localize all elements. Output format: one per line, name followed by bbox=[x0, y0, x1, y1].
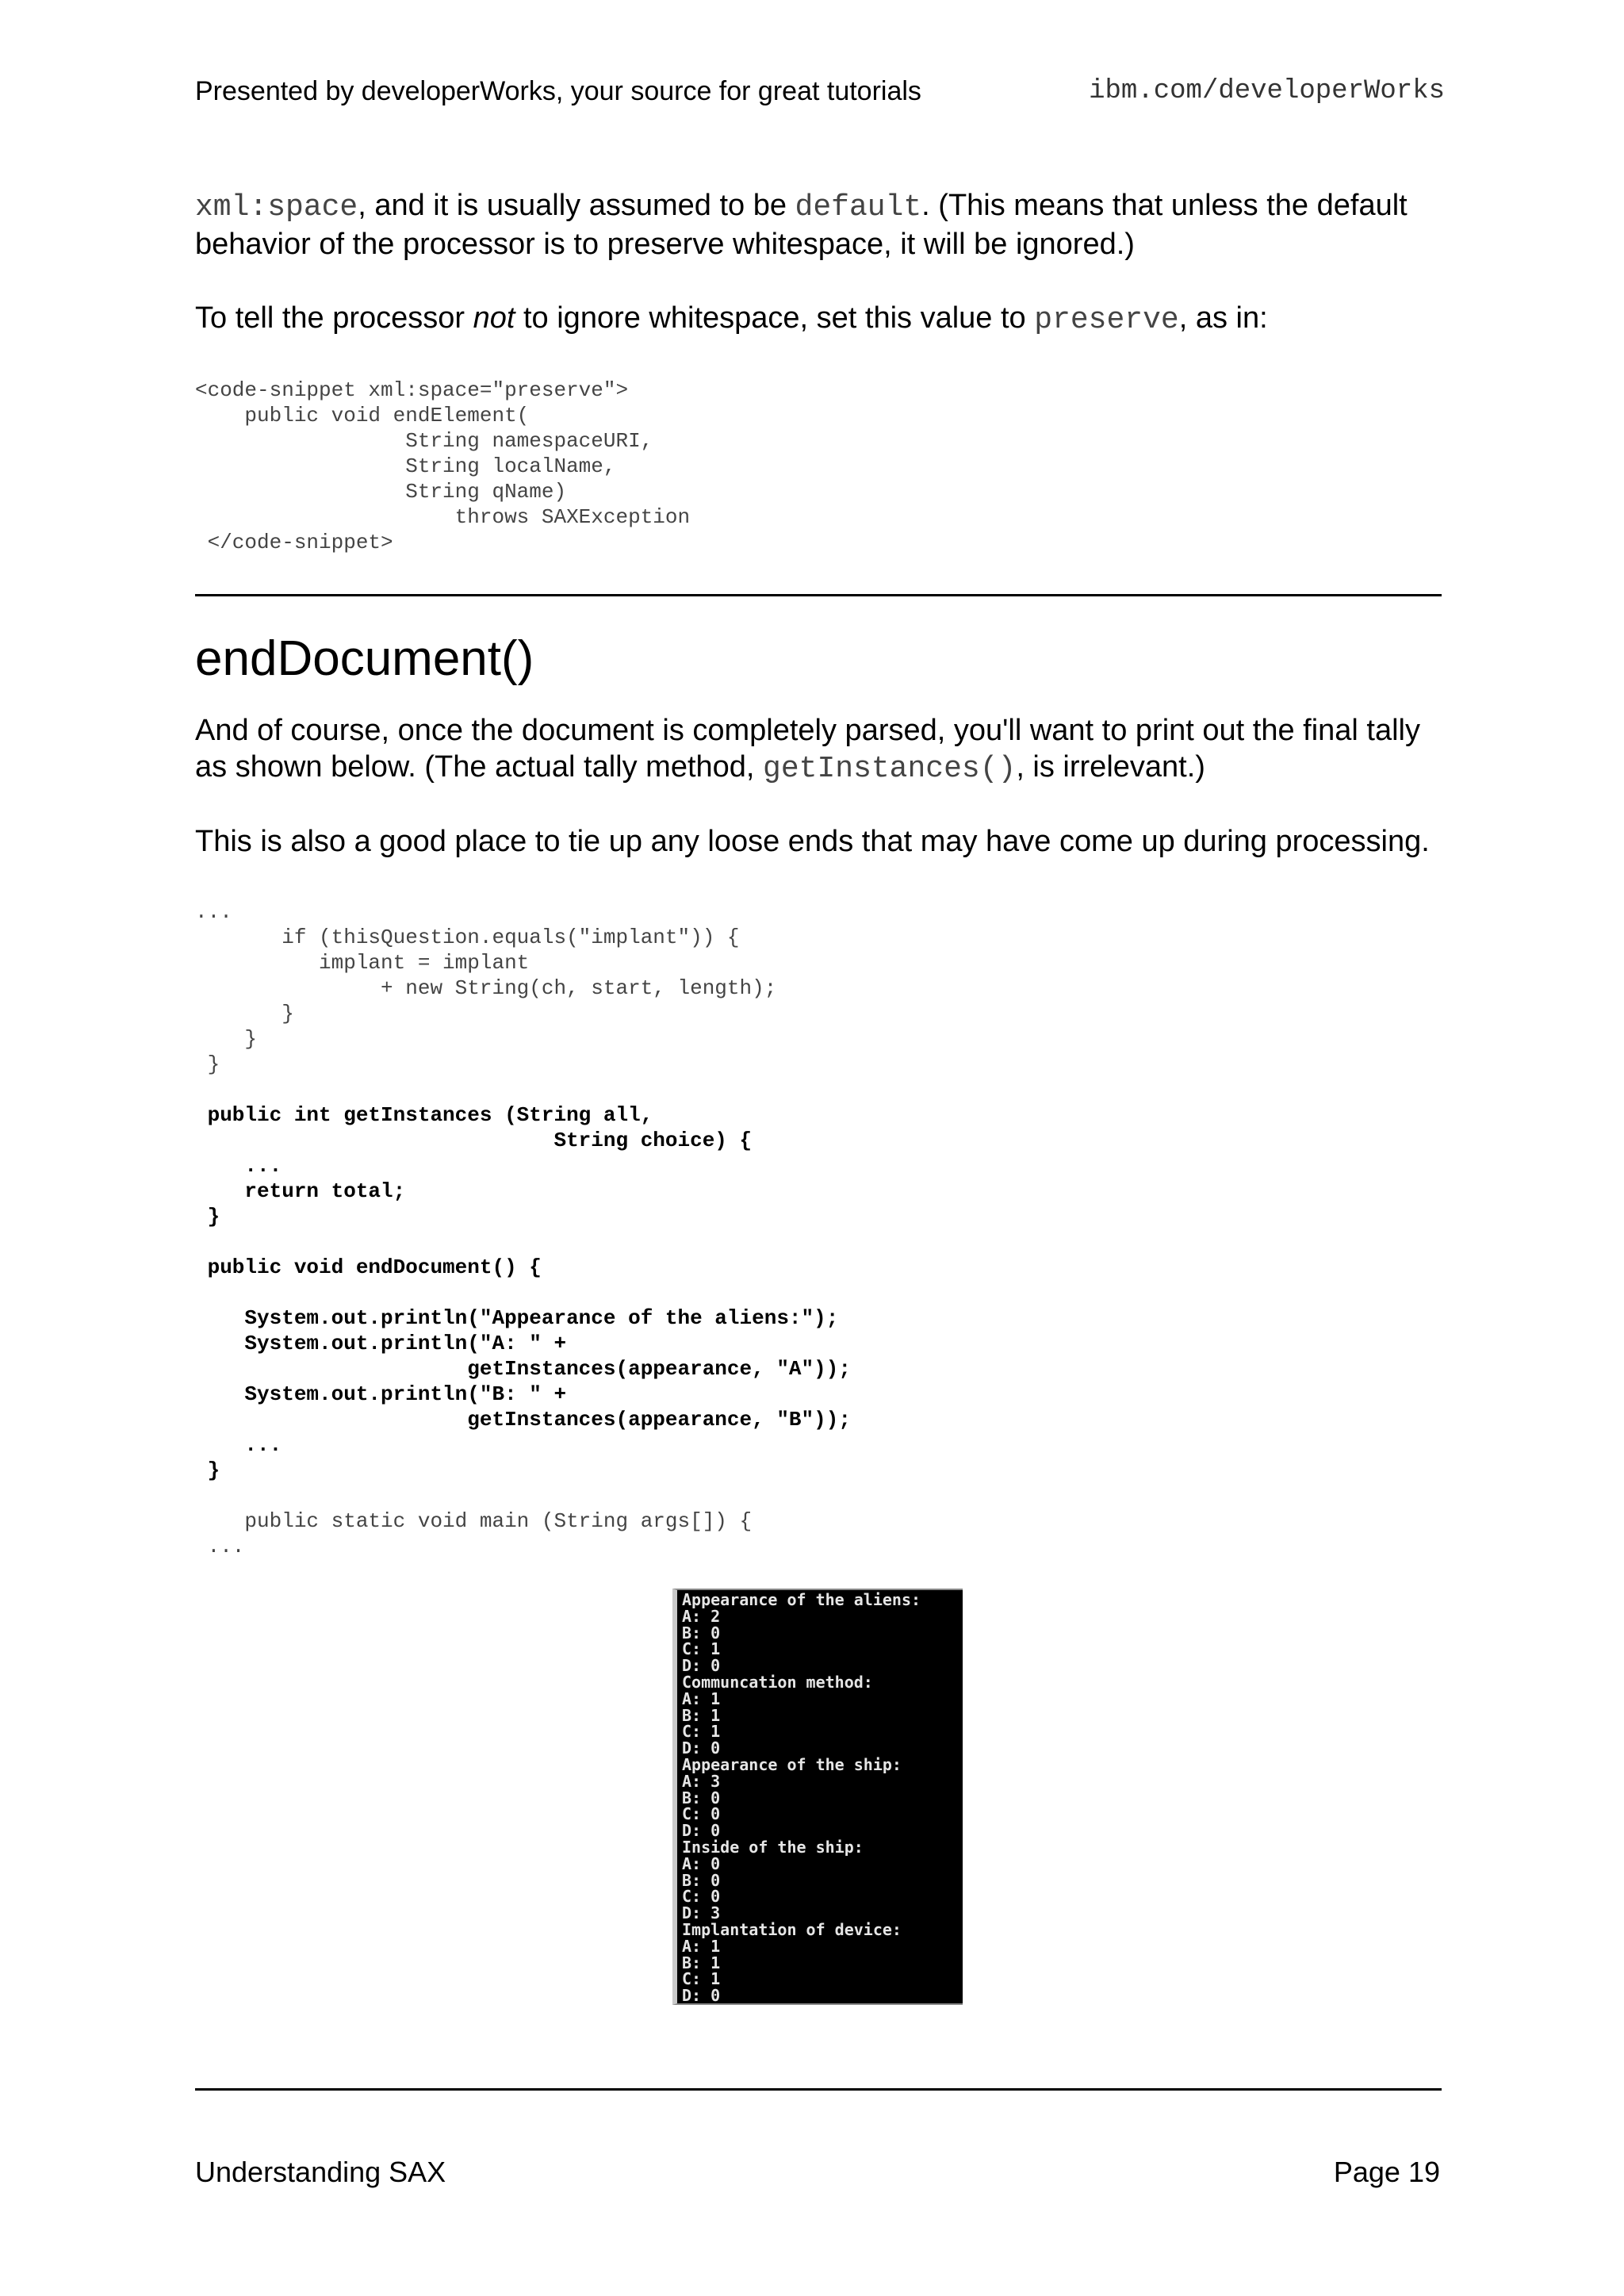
header-tagline: Presented by developerWorks, your source for great tutorials bbox=[195, 76, 921, 106]
intro-text-1: , and it is usually assumed to be bbox=[358, 189, 795, 222]
code-snippet-xml-space: <code-snippet xml:space="preserve"> public void endElement( String namespaceURI, String localName, String qName) throws SAXException </code-snippet> bbox=[195, 378, 691, 554]
console-line: D: 0 bbox=[682, 1738, 721, 1758]
console-line: A: 0 bbox=[682, 1853, 721, 1873]
console-line: Appearance of the aliens: bbox=[682, 1590, 921, 1609]
console-line: C: 0 bbox=[682, 1804, 721, 1824]
console-lines bbox=[682, 1592, 963, 2004]
console-line: C: 1 bbox=[682, 1722, 721, 1742]
code-block-bottom: public static void main (String args[]) { ... bbox=[207, 1509, 753, 1558]
console-line: Appearance of the ship: bbox=[682, 1754, 902, 1774]
console-line: Implantation of device: bbox=[682, 1919, 902, 1939]
console-line: C: 1 bbox=[682, 1639, 721, 1659]
intro-p2-emphasis: not bbox=[473, 301, 515, 335]
section-p1-text-1: And of course, once the document is completely parsed, you'll want to print out the final tally as shown below. (The actual tally method, bbox=[195, 714, 1420, 784]
console-line: C: 0 bbox=[682, 1887, 721, 1907]
intro-p2-text-2: to ignore whitespace, set this value to bbox=[515, 301, 1035, 335]
console-line: B: 0 bbox=[682, 1623, 721, 1642]
intro-paragraph-1 bbox=[195, 187, 1440, 263]
code-block-top: ... if (thisQuestion.equals("implant")) { implant = implant + new String(ch, start, length); } } } bbox=[195, 900, 777, 1076]
intro-paragraph-2 bbox=[195, 300, 1440, 339]
inline-code-xml-space: xml:space bbox=[195, 190, 358, 224]
inline-code-getinstances: getInstances() bbox=[763, 752, 1017, 786]
code-block-enddocument bbox=[195, 899, 851, 1559]
section-paragraph-2: This is also a good place to tie up any loose ends that may have come up during processing. bbox=[195, 825, 1430, 858]
intro-p2-text-1: To tell the processor bbox=[195, 301, 473, 335]
console-line: B: 1 bbox=[682, 1953, 721, 1972]
page-number: Page 19 bbox=[1333, 2156, 1440, 2188]
console-line: Communcation method: bbox=[682, 1672, 873, 1692]
footer-divider bbox=[195, 2088, 1442, 2091]
console-line: A: 1 bbox=[682, 1936, 721, 1956]
console-line: B: 0 bbox=[682, 1788, 721, 1807]
console-line: D: 0 bbox=[682, 1986, 721, 2005]
console-line: B: 0 bbox=[682, 1870, 721, 1890]
intro-p2-text-3: , as in: bbox=[1178, 301, 1268, 335]
console-line: Inside of the ship: bbox=[682, 1837, 864, 1857]
inline-code-preserve: preserve bbox=[1034, 303, 1179, 337]
console-line: D: 3 bbox=[682, 1903, 721, 1923]
console-line: A: 2 bbox=[682, 1606, 721, 1626]
console-line: D: 0 bbox=[682, 1821, 721, 1841]
intro-text-2: . (This means that unless the default behavior of the processor is to preserve whitespace, it will be ignored.) bbox=[195, 189, 1408, 261]
console-line: C: 1 bbox=[682, 1969, 721, 1989]
console-line: D: 0 bbox=[682, 1656, 721, 1676]
code-block-bold: public int getInstances (String all, String choice) { ... return total; } public void endDocument() { System.out.println("Appearance of the aliens:"); System.out.println("A: " + getInstances(appearance, "A")); System.out.println("B: " + getInstances(appearance, "B")); ... } bbox=[207, 1103, 851, 1482]
console-line: A: 3 bbox=[682, 1771, 721, 1791]
console-line: B: 1 bbox=[682, 1705, 721, 1725]
console-output-screenshot bbox=[672, 1589, 963, 2005]
section-title: endDocument() bbox=[195, 631, 534, 686]
footer-title: Understanding SAX bbox=[195, 2156, 446, 2188]
section-divider bbox=[195, 594, 1442, 596]
section-p1-text-2: , is irrelevant.) bbox=[1016, 750, 1205, 784]
section-paragraph-1 bbox=[195, 712, 1440, 788]
console-line: A: 1 bbox=[682, 1688, 721, 1708]
inline-code-default: default bbox=[795, 190, 922, 224]
header-site-url[interactable]: ibm.com/developerWorks bbox=[1089, 76, 1445, 106]
